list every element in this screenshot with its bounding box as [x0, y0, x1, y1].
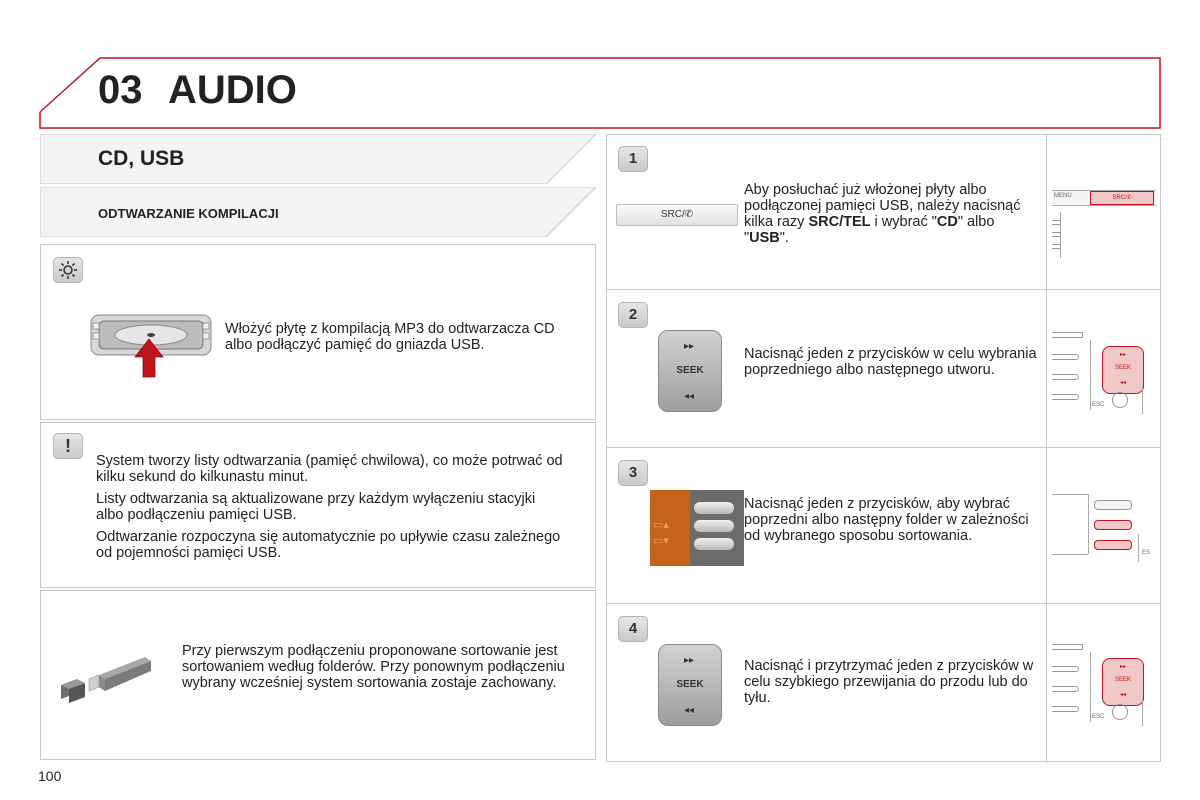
- step-number-badge: 3: [618, 460, 648, 486]
- folder-up-icon: ▭▴: [653, 519, 669, 531]
- seek-highlight: ▸▸ SEEK ◂◂: [1102, 346, 1144, 394]
- step-3-panel-illustration: [1052, 488, 1156, 564]
- section-title: CD, USB: [98, 147, 185, 170]
- warning-paragraph-1: System tworzy listy odtwarzania (pamięć chwilowa), co może potrwać od kilku sekund do kilkunastu minut.: [96, 453, 563, 485]
- chapter-number: 03: [98, 68, 143, 112]
- usb-box: [40, 590, 596, 760]
- exclamation-icon: !: [53, 433, 83, 459]
- step-1-panel-illustration: [1052, 190, 1156, 260]
- rewind-icon: ◂◂: [684, 705, 695, 716]
- step-number-badge: 4: [618, 616, 648, 642]
- esc-label: ESC: [1092, 402, 1105, 408]
- folder-buttons-illustration: [650, 490, 744, 566]
- seek-button-label: SEEK: [676, 365, 704, 376]
- step-1-text: Aby posłuchać już włożonej płyty albo podłączonej pamięci USB, należy nacisnąć kilka razy SRC/TEL i wybrać "CD" albo "USB".: [744, 182, 1021, 246]
- tip-box: [40, 244, 596, 420]
- rewind-icon: ◂◂: [684, 391, 695, 402]
- seek-button-label: SEEK: [676, 679, 704, 690]
- usb-stick-icon: [55, 649, 155, 707]
- warning-text: [96, 453, 566, 567]
- radio-cd-illustration: [89, 309, 213, 381]
- usb-text: Przy pierwszym podłączeniu proponowane sortowanie jest sortowaniem według folderów. Przy ponownym podłączeniu wybrany wcześniej system sortowania zostaje zachowany.: [182, 643, 565, 691]
- step-4-panel-illustration: [1052, 642, 1156, 728]
- folder-down-icon: ▭▾: [653, 535, 669, 547]
- step-number-badge: 2: [618, 302, 648, 328]
- step-3: [606, 448, 1161, 604]
- warning-paragraph-3: Odtwarzanie rozpoczyna się automatycznie po upływie czasu zależnego od pojemności pamięci USB.: [96, 529, 561, 561]
- chapter-title: AUDIO: [168, 68, 297, 112]
- fast-forward-icon: ▸▸: [684, 341, 695, 352]
- esc-label: ESC: [1092, 714, 1105, 720]
- page-header: [0, 0, 1200, 130]
- step-4: [606, 604, 1161, 762]
- warning-box: [40, 422, 596, 588]
- lightbulb-icon: [53, 257, 83, 283]
- step-1: [606, 134, 1161, 290]
- src-tel-button-label: SRC/✆: [660, 209, 694, 220]
- src-label-highlight: SRC/✆: [1090, 191, 1154, 205]
- section-title-box: [40, 134, 596, 184]
- menu-label: MENU: [1054, 193, 1072, 199]
- step-2: [606, 290, 1161, 448]
- es-label: ES: [1142, 550, 1151, 556]
- step-2-text: Nacisnąć jeden z przycisków w celu wybrania poprzedniego albo następnego utworu.: [744, 346, 1037, 378]
- seek-button: [658, 644, 722, 726]
- seek-highlight: ▸▸ SEEK ◂◂: [1102, 658, 1144, 706]
- fast-forward-icon: ▸▸: [684, 655, 695, 666]
- section-subtitle: ODTWARZANIE KOMPILACJI: [98, 206, 279, 221]
- tip-text: Włożyć płytę z kompilacją MP3 do odtwarzacza CD albo podłączyć pamięć do gniazda USB.: [225, 321, 555, 353]
- page-number: 100: [38, 768, 62, 784]
- warning-paragraph-2: Listy odtwarzania są aktualizowane przy każdym wyłączeniu stacyjki albo podłączeniu pamięci USB.: [96, 491, 536, 523]
- step-4-text: Nacisnąć i przytrzymać jeden z przycisków w celu szybkiego przewijania do przodu lub do tyłu.: [744, 658, 1034, 706]
- step-number-badge: 1: [618, 146, 648, 172]
- src-tel-button: [616, 204, 738, 226]
- seek-button: [658, 330, 722, 412]
- step-2-panel-illustration: [1052, 330, 1156, 416]
- step-3-text: Nacisnąć jeden z przycisków, aby wybrać poprzedni albo następny folder w zależności od wybranego sposobu sortowania.: [744, 496, 1029, 544]
- section-subtitle-box: [40, 187, 596, 237]
